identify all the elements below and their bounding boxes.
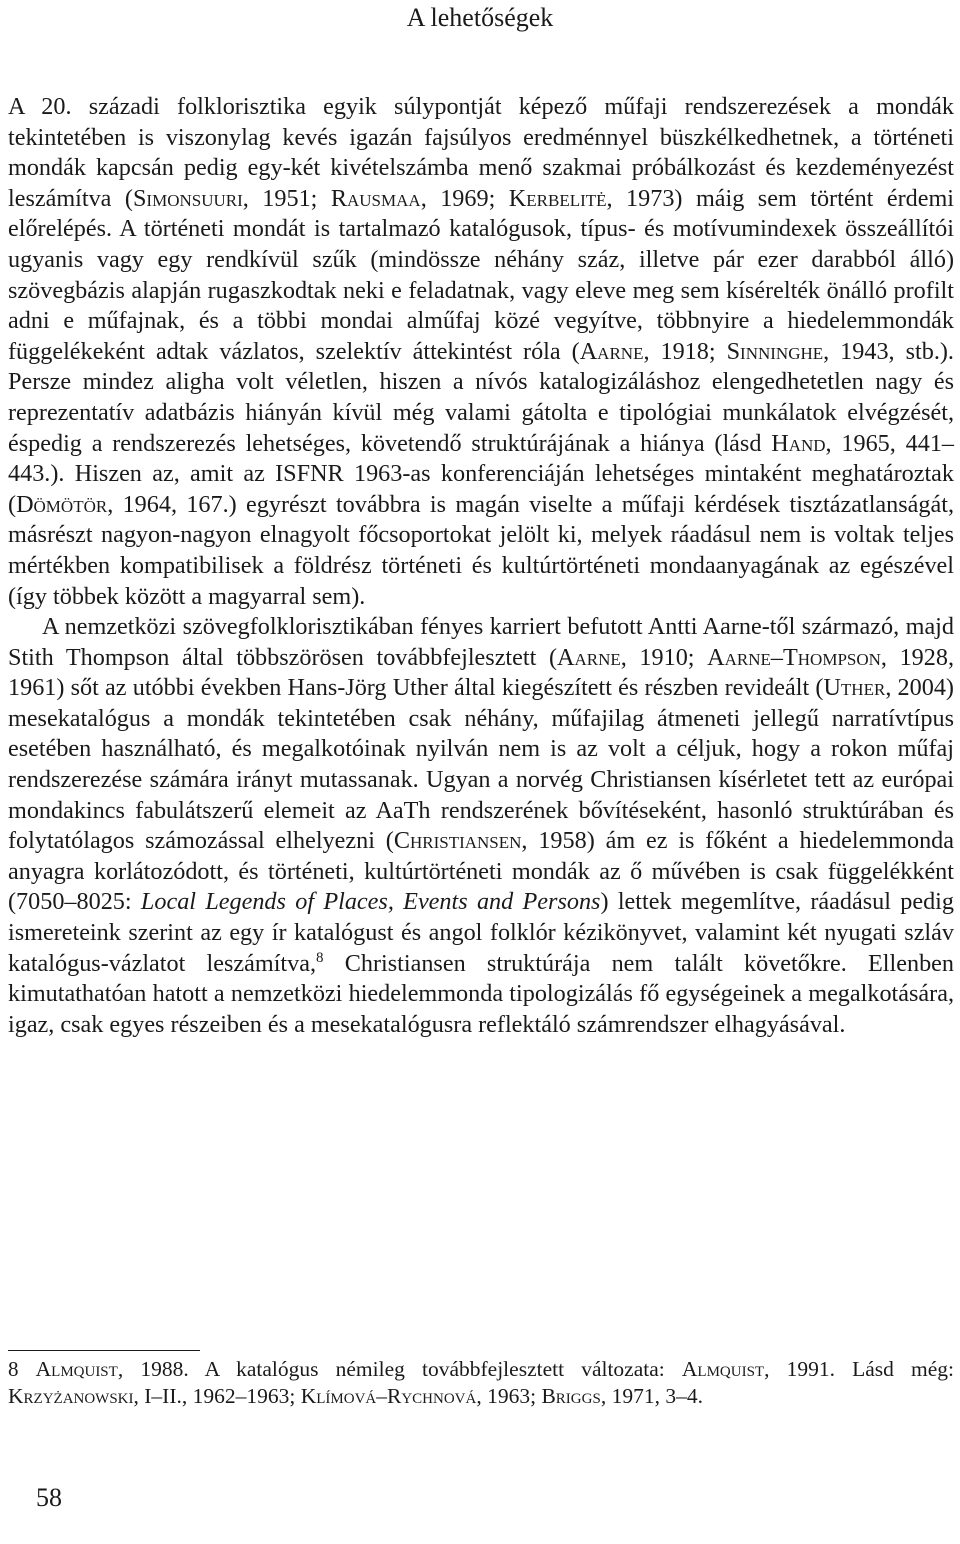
- paragraph-1-text: , 1969;: [420, 184, 509, 212]
- paragraph-1-text: , 1918;: [643, 337, 727, 365]
- citation-author: Aarne–Thompson: [707, 643, 881, 671]
- citation-author: Dömötör: [16, 490, 108, 518]
- paragraph-2-text: A nemzetközi szövegfolklorisztikában fényes karriert befutott Antti Aarne-től származó, majd Stith Thompson által többszörösen továbbfejlesztett (: [8, 613, 954, 671]
- paragraph-2-text: , 1928, 1961) sőt az utóbbi években Hans-Jörg Uther által kiegészített és részben revideált (: [8, 643, 954, 702]
- paragraph-1-text: , 1965, 441–443.). Hiszen az, amit az ISFNR 1963-as konferenciáján lehetséges mintaként meghatároztak (: [8, 429, 955, 518]
- paragraph-1-text: A 20. századi folklorisztika egyik súlypontját képező műfaji rendszerezések a mondák tekintetében is viszonylag kevés igazán fajsúlyos eredménnyel büszkélkedhetnek, a történeti mondák kapcsán pedig egy-két kivételszámba menő szakmai próbálkozást és kezdeményezést leszámítva (: [8, 93, 954, 212]
- paragraph-2-text: ) lettek megemlítve, ráadásul pedig ismereteink szerint az egy ír katalógust és angol folklór kézikönyvet, valamint két nyugati szláv katalógus-vázlatot leszámítva,: [8, 888, 954, 977]
- citation-author: Briggs: [541, 1384, 601, 1408]
- citation-author: Simonsuuri: [132, 184, 243, 212]
- citation-author: Kerbelitė: [508, 184, 607, 212]
- citation-author: Hand: [771, 429, 826, 457]
- citation-author: Aarne: [579, 337, 644, 365]
- citation-author: Rausmaa: [330, 184, 421, 212]
- paragraph-1: [8, 92, 954, 612]
- citation-author: Almquist: [35, 1357, 118, 1381]
- italic-title: Local Legends of Places, Events and Persons: [140, 888, 601, 916]
- paragraph-2-text: , 1910;: [620, 643, 708, 671]
- page-number: 58: [36, 1483, 62, 1512]
- paragraph-2: [8, 612, 954, 1040]
- footnote: [8, 1356, 954, 1410]
- paragraph-1-text: , 1951;: [242, 184, 331, 212]
- citation-author: Aarne: [557, 643, 621, 671]
- footnote-number: 8: [8, 1357, 19, 1381]
- footnote-text: , 1971, 3–4.: [600, 1384, 703, 1408]
- citation-author: Uther: [823, 674, 886, 702]
- running-head: A lehetőségek: [406, 3, 554, 32]
- body-text: [8, 92, 954, 1040]
- citation-author: Klímová–Rychnová: [300, 1384, 477, 1408]
- footnote-text: , 1991. Lásd még:: [764, 1357, 954, 1381]
- footnote-reference[interactable]: 8: [316, 949, 324, 966]
- citation-author: Christiansen: [393, 827, 522, 855]
- footnote-text: , 1988. A katalógus némileg továbbfejlesztett változata:: [117, 1357, 682, 1381]
- paragraph-1-text: , 1943, stb.). Persze mindez aligha volt véletlen, hiszen a nívós katalogizáláshoz elengedhetetlen nagy és reprezentatív adatbázis hiányán kívül még valami gátolta e tipológiai munkálatok elvégzését, éspedig a rendszerezés lehetséges, követendő struktúrájának a hiánya (lásd: [8, 337, 954, 457]
- paragraph-2-text: , 2004) mesekatalógus a mondák tekintetében csak néhány, műfajilag átmeneti jellegű narratívtípus esetében használható, és megalkotóinak nyilván nem is az volt a céljuk, hogy a rokon műfaj rendszerezése számára irányt mutassanak. Ugyan a norvég Christiansen kísérletet tett az európai mondakincs fabulátszerű elemeit az AaTh rendszerének bővítéseként, hasonló struktúrában és folytatólagos számozással elhelyezni (: [8, 674, 954, 855]
- paragraph-2-text: , 1958) ám ez is főként a hiedelemmonda anyagra korlátozódott, és történeti, kultúrtörténeti mondák az ő művében is csak függelékként (7050–8025:: [8, 827, 954, 916]
- paragraph-2-text: Christiansen struktúrája nem talált követőkre. Ellenben kimutathatóan hatott a nemzetközi hiedelemmonda tipologizálás fő egységeinek a megalkotására, igaz, csak egyes részeiben és a mesekatalógusra reflektáló számrendszer elhagyásával.: [8, 949, 954, 1038]
- citation-author: Sinninghe: [726, 337, 824, 365]
- paragraph-1-text: , 1964, 167.) egyrészt továbbra is magán viselte a műfaji kérdések tisztázatlanságát, másrészt nagyon-nagyon elnagyolt főcsoportokat jelölt ki, melyek ráadásul nem is voltak teljes mértékben kompatibilisek a földrész történeti és kultúrtörténeti mondaanyagának az egészével (így többek között a magyarral sem).: [8, 490, 954, 610]
- footnote-text: , 1963;: [476, 1384, 542, 1408]
- citation-author: Almquist: [681, 1357, 765, 1381]
- footnote-text: , I–II., 1962–1963;: [133, 1384, 301, 1408]
- citation-author: Krzyżanowski: [8, 1384, 134, 1408]
- paragraph-1-text: , 1973) máig sem történt érdemi előrelépés. A történeti mondát is tartalmazó katalógusok, típus- és motívumindexek összeállítói ugyanis vagy egy rendkívül szűk (mindössze néhány száz, illetve pár ezer darabból álló) szövegbázis alapján rugaszkodtak neki e feladatnak, vagy eleve meg sem kísérelték önálló profilt adni e műfajnak, és a többi mondai alműfaj közé vegyítve, többnyire a hiedelemmondák függelékeként adtak vázlatos, szelektív áttekintést róla (: [8, 184, 955, 365]
- footnote-divider: [8, 1350, 200, 1351]
